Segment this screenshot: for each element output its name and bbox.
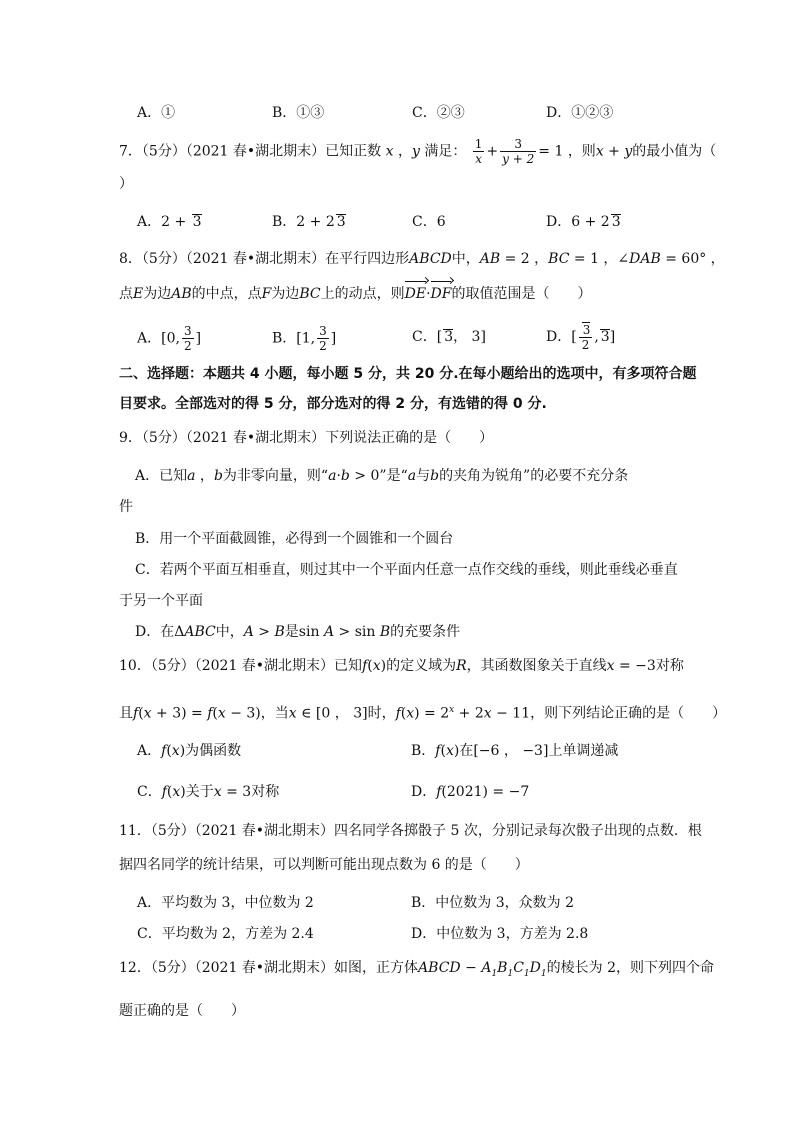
q11-stem-line2: 据四名同学的统计结果，可以判断可能出现点数为 6 的是（ ） xyxy=(119,857,529,873)
q11-option-a: A．平均数为 3，中位数为 2 xyxy=(137,895,314,911)
q9-option-c: C．若两个平面互相垂直，则过其中一个平面内任意一点作交线的垂线，则此垂线必垂直 xyxy=(135,562,678,578)
q12-stem-line2: 题正确的是（ ） xyxy=(119,1003,245,1019)
q11-option-b: B．中位数为 3，众数为 2 xyxy=(411,895,575,911)
q8-option-b: B．[1, $\frac{3}{2}$ ] xyxy=(272,324,337,353)
q8-option-a: A．[0, $\frac{3}{2}$ ] xyxy=(137,324,202,353)
q6-option-d: D．①②③ xyxy=(546,105,614,121)
q11-option-c: C．平均数为 2，方差为 2.4 xyxy=(137,926,314,942)
q9-stem: 9．（5分）（2021 春•湖北期末）下列说法正确的是（ ） xyxy=(119,430,494,446)
q7-option-c: C．6 xyxy=(412,214,446,230)
q9-option-d: D．在ΔABC中，A > B是sin A > sin B的充要条件 xyxy=(135,624,461,640)
q8-option-d: D．[ $\frac{3}{2}$ , 3] xyxy=(546,323,616,352)
q10-option-c: C．f(x)关于x = 3对称 xyxy=(137,784,280,800)
fraction: $\frac{1}{x}$ xyxy=(474,137,483,166)
q6-option-c: C．②③ xyxy=(412,105,465,121)
q9-option-a: A．已知a ，b为非零向量，则“a·b > 0”是“a与b的夹角为锐角”的必要不充分条 xyxy=(135,468,629,484)
q8-stem-line2: 点E为边AB的中点，点F为边BC上的动点，则DE·DF的取值范围是（ ） xyxy=(119,286,592,302)
q9-option-c-cont: 于另一个平面 xyxy=(119,593,203,609)
q10-option-a: A．f(x)为偶函数 xyxy=(137,743,242,759)
q7-stem: 7．（5分）（2021 春•湖北期末）已知正数 x ，y 满足： $\frac{1}{x}$ + $\frac{3}{y + 2}$ = 1 ，则x + y的最小值为（ xyxy=(119,137,717,166)
q11-stem: 11．（5分）（2021 春•湖北期末）四名同学各掷骰子 5 次，分别记录每次骰子出现的点数．根 xyxy=(119,823,702,839)
q11-option-d: D．中位数为 3，方差为 2.8 xyxy=(411,926,589,942)
q10-stem-line2: 且f(x + 3) = f(x − 3)，当x ∈ [0 ， 3]时，$f(x) = 2^x + 2x - 11$，则下列结论正确的是（ ） xyxy=(119,705,727,722)
q6-option-b: B．①③ xyxy=(272,105,325,121)
q6-option-a: A．① xyxy=(137,105,176,121)
q12-stem: 12．（5分）（2021 春•湖北期末）如图，正方体ABCD − $A_1B_1C_1D_1$的棱长为 2，则下列四个命 xyxy=(119,960,714,979)
q10-option-d: D．f(2021) = −7 xyxy=(411,784,530,800)
q7-option-d: D．6 + 2 3 xyxy=(546,214,621,230)
q8-stem: 8．（5分）（2021 春•湖北期末）在平行四边形ABCD中，AB = 2 ，BC = 1 ，∠DAB = 60° ， xyxy=(119,251,725,267)
fraction: $\frac{3}{y + 2}$ xyxy=(502,137,535,166)
q9-option-a-cont: 件 xyxy=(119,499,133,515)
q9-option-b: B．用一个平面截圆锥，必得到一个圆锥和一个圆台 xyxy=(135,531,454,547)
q7-option-b: B．2 + 2 3 xyxy=(272,214,346,230)
section-heading: 二、选择题：本题共 4 小题，每小题 5 分，共 20 分.在每小题给出的选项中，有多项符合题 xyxy=(119,366,697,382)
section-heading-line2: 目要求。全部选对的得 5 分，部分选对的得 2 分，有选错的得 0 分. xyxy=(119,396,547,412)
q10-stem: 10．（5分）（2021 春•湖北期末）已知f(x)的定义域为R，其函数图象关于直线x = −3对称 xyxy=(119,658,684,674)
q8-option-c: C．[ 3， 3] xyxy=(412,329,486,345)
q7-stem-close: ） xyxy=(119,176,133,192)
q10-option-b: B．f(x)在[−6 ， −3]上单调递减 xyxy=(411,743,619,759)
q7-option-a: A．2 + 3 xyxy=(137,214,202,230)
